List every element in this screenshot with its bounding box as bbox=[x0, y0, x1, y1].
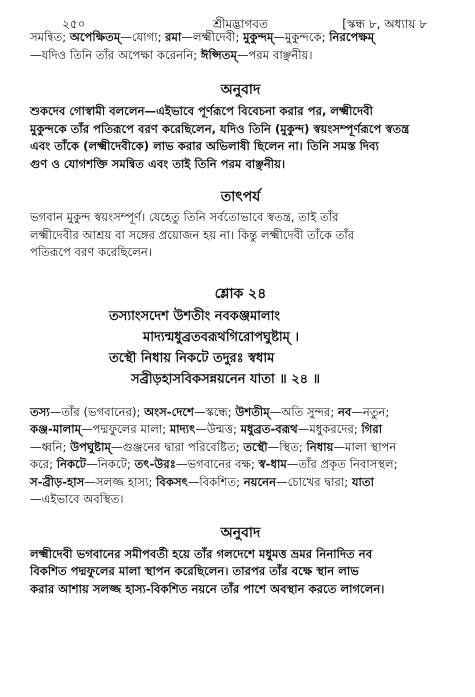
verse-line: মাদ্যন্মধুব্রতবরূথগিরোপঘুষ্টাম্ । bbox=[143, 329, 300, 345]
anubad-translation-2: লক্ষ্মীদেবী ভগবানের সমীপবর্তী হয়ে তাঁর গলদেশে মধুমত্ত ভ্রমর নিনাদিত নব বিকশিত পদ্মফুলের মালা স্থাপন করেছিলেন। তারপর তাঁর বক্ষে স্থান লাভ করার আশায় সলজ্জ হাস্য-বিকশিত নয়নে তাঁর পাশে অবস্থান করতে লাগলেন। bbox=[30, 546, 385, 596]
verse bbox=[30, 306, 451, 390]
top-glossary: সমন্বিত; অপেক্ষিতম্—যোগ্য; রমা—লক্ষ্মীদেবী; মুকুন্দম্—মুকুন্দকে; নিরপেক্ষম্ —যদিও তিনি তাঁর অপেক্ষা করেননি; ঈপ্সিতম্—পরম বাঞ্ছনীয়। bbox=[30, 30, 375, 62]
anubad-translation: শুকদেব গোস্বামী বললেন—এইভাবে পূর্ণরূপে বিবেচনা করার পর, লক্ষ্মীদেবী মুকুন্দকে তাঁর পতিরূপে বরণ করেছিলেন, যদিও তিনি (মুকুন্দ) স্বয়ংসম্পূর্ণরূপে স্বতন্ত্র এবং তাঁকে (লক্ষ্মীদেবীকে) লাভ করার অভিলাষী ছিলেন না। তিনি সমস্ত দিব্য গুণ ও যোগশক্তি সমন্বিত এবং তাই তিনি পরম বাঞ্ছনীয়। bbox=[30, 104, 410, 171]
tatparya-purport: ভগবান মুকুন্দ স্বয়ংসম্পূর্ণ। যেহেতু তিনি সর্বতোভাবে স্বতন্ত্র, তাই তাঁর লক্ষ্মীদেবীর আশ্রয় বা সঙ্গের প্রয়োজন হয় না। কিন্তু লক্ষ্মীদেবী তাঁকে তাঁর পতিরূপে বরণ করেছিলেন। bbox=[30, 210, 355, 259]
shloka-heading: শ্লোক ২৪ bbox=[214, 285, 267, 302]
verse-line: তস্থৌ নিধায় নিকটে তদুরঃ স্বধাম bbox=[109, 350, 275, 366]
anubad-heading: অনুবাদ bbox=[220, 82, 261, 98]
running-header bbox=[30, 0, 451, 31]
chapter-reference: [স্কন্ধ ৮, অধ্যায় ৮ bbox=[342, 17, 427, 31]
anubad-heading-2: অনুবাদ bbox=[220, 524, 261, 541]
verse-line: সব্রীড়হাসবিকসন্নয়নেন যাতা ॥ ২৪ ॥ bbox=[131, 371, 320, 387]
verse-line: তস্যাংসদেশ উশতীং নবকঞ্জমালাং bbox=[109, 308, 280, 324]
tatparya-heading: তাৎপর্য bbox=[220, 189, 261, 205]
page-number: ২৫০ bbox=[62, 17, 86, 31]
word-glossary: তস্য—তাঁর (ভগবানের); অংস-দেশে—স্কন্ধে; উশতীম্—অতি সুন্দর; নব—নতুন; কঞ্জ-মালাম্—পদ্মফুলের মালা; মাদ্যৎ—উন্মত্ত; মধুব্রত-বরূথ—মধুকরদের; গিরা —ধ্বনি; উপঘুষ্টাম্—গুঞ্জনের দ্বারা পরিবেষ্টিত; তস্থৌ—স্থিত; নিধায়—মালা স্থাপন করে; নিকটে—নিকটে; তৎ-উরঃ—ভগবানের বক্ষ; স্ব-ধাম—তাঁর প্রকৃত নিবাসস্থল; স-ব্রীড়-হাস—সলজ্জ হাস্য; বিকসৎ—বিকশিত; নয়নেন—চোখের দ্বারা; যাতা —এইভাবে অবস্থিত। bbox=[30, 404, 398, 506]
book-title: শ্রীমদ্ভাগবত bbox=[212, 17, 268, 31]
